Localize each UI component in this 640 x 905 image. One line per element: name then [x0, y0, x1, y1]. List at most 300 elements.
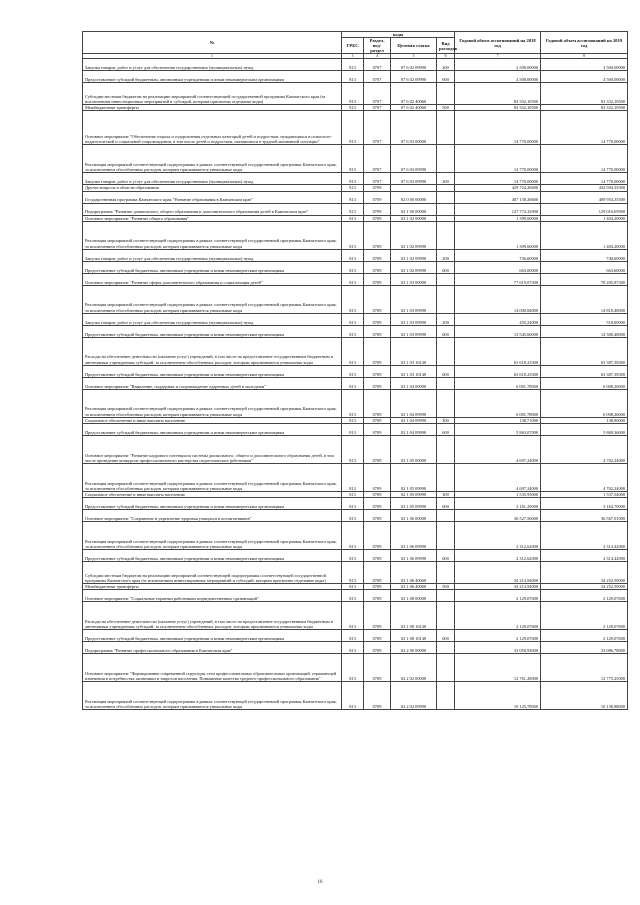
row-expense-type — [437, 191, 455, 203]
row-amount-2018: 10 125,78000 — [455, 681, 541, 709]
row-amount-2018: 77 619,07300 — [455, 273, 541, 285]
table-row — [83, 435, 628, 463]
row-razdel: 0709 — [364, 491, 391, 497]
row-razdel: 0709 — [364, 653, 391, 681]
row-grbs: 813 — [342, 561, 364, 583]
row-razdel: 0709 — [364, 641, 391, 653]
row-amount-2018: 2 129,07600 — [455, 601, 541, 629]
row-grbs: 813 — [342, 285, 364, 313]
row-amount-2018: 407 130,26600 — [455, 191, 541, 203]
row-expense-type — [437, 389, 455, 417]
row-name: Предоставление субсидий бюджетным, автономным учреждениям и иным некоммерческим организациям — [83, 325, 342, 337]
row-name: Подпрограмма "Развитие профессионального образования в Камчатском крае" — [83, 641, 342, 653]
row-grbs: 813 — [342, 83, 364, 105]
row-razdel: 0707 — [364, 83, 391, 105]
table-row — [83, 641, 628, 653]
table-row — [83, 337, 628, 365]
row-target-article: 02 1 05 09990 — [391, 497, 437, 509]
row-target-article: 02 1 04 09990 — [391, 423, 437, 435]
row-name: Основное мероприятие "Обеспечение отдыха и оздоровления отдельных категорий детей и подростков, нуждающихся в психолого-педагогической и социальной сопровождении, в том числе детей и подростков, оказавшихся в трудной жизненной ситуации" — [83, 111, 342, 145]
row-amount-2019: 2 500,00000 — [541, 59, 628, 71]
col-num-3: 3 — [342, 54, 364, 59]
row-amount-2019: 12 775,25000 — [541, 653, 628, 681]
row-grbs: 813 — [342, 261, 364, 273]
row-grbs: 813 — [342, 365, 364, 377]
row-target-article: 02 1 02 00000 — [391, 215, 437, 221]
row-target-article: 07 6 03 09990 — [391, 145, 437, 173]
row-amount-2018: 6 001,78000 — [455, 389, 541, 417]
row-grbs: 813 — [342, 583, 364, 589]
table-row — [83, 509, 628, 521]
table-row — [83, 83, 628, 105]
row-expense-type: 500 — [437, 105, 455, 111]
table-row — [83, 629, 628, 641]
row-amount-2018: 4 697,24000 — [455, 435, 541, 463]
row-expense-type — [437, 273, 455, 285]
row-grbs: 813 — [342, 435, 364, 463]
row-expense-type: 600 — [437, 423, 455, 435]
row-amount-2018: 13 545,60000 — [455, 325, 541, 337]
row-amount-2019: 518,00000 — [541, 313, 628, 325]
row-amount-2018: 33 050,93000 — [455, 641, 541, 653]
row-razdel: 0709 — [364, 521, 391, 549]
row-grbs: 813 — [342, 681, 364, 709]
row-name: Реализация мероприятий соответствующей подпрограммы в рамках соответствующей государственной программы Камчатского края, за исключением обособленных расходов, которым присваиваются уникальные коды — [83, 681, 342, 709]
row-name: Расходы на обеспечение деятельности (оказание услуг) учреждений, в том числе на предоставление государственным бюджетным и автономным учреждениям субсидий, за исключением обособленных расходов, которым присваиваются уникальные коды — [83, 601, 342, 629]
row-razdel: 0709 — [364, 215, 391, 221]
row-amount-2019: 4 500,00000 — [541, 71, 628, 83]
row-amount-2018: 138,71000 — [455, 417, 541, 423]
row-expense-type: 300 — [437, 417, 455, 423]
budget-table — [82, 31, 628, 710]
row-target-article: 02 1 05 09990 — [391, 463, 437, 491]
row-amount-2018: 736,60000 — [455, 249, 541, 261]
row-razdel: 0709 — [364, 337, 391, 365]
row-target-article: 02 1 00 00000 — [391, 203, 437, 215]
table-row — [83, 285, 628, 313]
row-target-article: 02 1 08 10140 — [391, 601, 437, 629]
row-amount-2018: 14 770,00000 — [455, 145, 541, 173]
table-row — [83, 389, 628, 417]
row-expense-type: 600 — [437, 325, 455, 337]
row-name: Подпрограмма "Развитие дошкольного, общего образования и дополнительного образования детей в Камчатском крае" — [83, 203, 342, 215]
row-amount-2018: 12 761,28000 — [455, 653, 541, 681]
table-row — [83, 423, 628, 435]
row-grbs: 813 — [342, 601, 364, 629]
table-row — [83, 261, 628, 273]
row-amount-2019: 409 954,35300 — [541, 191, 628, 203]
table-body — [83, 59, 628, 710]
row-amount-2019: 82 332,10500 — [541, 105, 628, 111]
row-amount-2019: 82 332,10500 — [541, 83, 628, 105]
row-amount-2018: 663,00000 — [455, 261, 541, 273]
row-amount-2019: 4 702,24000 — [541, 435, 628, 463]
col-num-7: 7 — [455, 54, 541, 59]
row-razdel: 0709 — [364, 423, 391, 435]
row-target-article: 07 6 02 40060 — [391, 105, 437, 111]
row-amount-2019: 1 404,20000 — [541, 215, 628, 221]
row-name: Реализация мероприятий соответствующей подпрограммы в рамках соответствующей государственной программы Камчатского края, за исключением обособленных расходов, которым присваиваются уникальные коды — [83, 221, 342, 249]
row-amount-2019: 14 770,00000 — [541, 173, 628, 185]
row-razdel: 0709 — [364, 601, 391, 629]
row-expense-type — [437, 463, 455, 491]
row-name: Закупка товаров, работ и услуг для обеспечения государственных (муниципальных) нужд — [83, 313, 342, 325]
row-expense-type — [437, 653, 455, 681]
row-amount-2018: 63 618,23300 — [455, 337, 541, 365]
row-razdel: 0709 — [364, 583, 391, 589]
row-amount-2018: 34 214,94000 — [455, 583, 541, 589]
row-name: Государственная программа Камчатского края "Развитие образования в Камчатском крае" — [83, 191, 342, 203]
row-amount-2018: 2 312,62000 — [455, 549, 541, 561]
row-target-article: 02 1 02 09990 — [391, 249, 437, 261]
row-name: Основное мероприятие "Выявление, поддержка и сопровождение одаренных детей и молодежи" — [83, 377, 342, 389]
row-expense-type: 600 — [437, 497, 455, 509]
row-name: Другие вопросы в области образования — [83, 185, 342, 191]
row-amount-2019: 14 770,00000 — [541, 111, 628, 145]
row-razdel: 0707 — [364, 59, 391, 71]
table-row — [83, 365, 628, 377]
row-name: Предоставление субсидий бюджетным, автономным учреждениям и иным некоммерческим организациям — [83, 423, 342, 435]
row-amount-2019: 1 404,20000 — [541, 221, 628, 249]
row-amount-2019: 14 300,48000 — [541, 325, 628, 337]
header-codes: коды — [342, 32, 455, 38]
row-name: Предоставление субсидий бюджетным, автономным учреждениям и иным некоммерческим организациям — [83, 497, 342, 509]
row-expense-type: 600 — [437, 365, 455, 377]
row-expense-type — [437, 521, 455, 549]
row-amount-2019: 6 008,26000 — [541, 377, 628, 389]
row-razdel: 0707 — [364, 111, 391, 145]
row-target-article: 02 1 05 00000 — [391, 435, 437, 463]
row-amount-2019: 2 129,07600 — [541, 589, 628, 601]
row-amount-2018: 127 774,32900 — [455, 203, 541, 215]
row-target-article: 02 1 06 40060 — [391, 583, 437, 589]
row-expense-type — [437, 145, 455, 173]
col-num-8: 8 — [541, 54, 628, 59]
row-name: Предоставление субсидий бюджетным, автономным учреждениям и иным некоммерческим организациям — [83, 549, 342, 561]
col-num-1: 1 — [83, 54, 342, 59]
table-row — [83, 561, 628, 583]
header-number: № — [83, 32, 342, 54]
row-grbs: 813 — [342, 325, 364, 337]
row-expense-type: 600 — [437, 549, 455, 561]
page-number: 16 — [317, 880, 323, 885]
table-row — [83, 145, 628, 173]
row-target-article: 02 2 02 09990 — [391, 681, 437, 709]
row-razdel: 0709 — [364, 561, 391, 583]
row-razdel: 0709 — [364, 435, 391, 463]
row-target-article: 02 0 00 00000 — [391, 191, 437, 203]
row-name: Субсидии местным бюджетам на реализацию мероприятий соответствующей подпрограммы соответствующей государственной программы Камчатского края (за исключением инвестиционных мероприятий и субсидий, которым присвоены отдельные коды) — [83, 561, 342, 583]
row-amount-2019: 129 016,65900 — [541, 203, 628, 215]
table-row — [83, 589, 628, 601]
row-target-article: 02 1 06 09990 — [391, 549, 437, 561]
row-grbs: 813 — [342, 423, 364, 435]
row-name: Основное мероприятие "Развитие общего образования" — [83, 215, 342, 221]
row-amount-2019: 6 008,26000 — [541, 389, 628, 417]
row-amount-2018: 1 535,95000 — [455, 491, 541, 497]
row-amount-2018: 6 001,78000 — [455, 377, 541, 389]
row-grbs: 813 — [342, 173, 364, 185]
row-grbs: 813 — [342, 215, 364, 221]
table-row — [83, 521, 628, 549]
row-grbs: 813 — [342, 521, 364, 549]
row-target-article: 02 1 05 09990 — [391, 491, 437, 497]
row-grbs: 813 — [342, 377, 364, 389]
row-amount-2019: 2 129,07600 — [541, 629, 628, 641]
row-grbs: 813 — [342, 221, 364, 249]
row-amount-2019: 14 818,48000 — [541, 285, 628, 313]
row-expense-type: 600 — [437, 261, 455, 273]
table-row — [83, 313, 628, 325]
row-grbs: 813 — [342, 653, 364, 681]
row-amount-2019: 14 770,00000 — [541, 145, 628, 173]
row-razdel: 0709 — [364, 285, 391, 313]
row-grbs: 813 — [342, 185, 364, 191]
row-amount-2019: 2 129,07600 — [541, 601, 628, 629]
row-expense-type — [437, 337, 455, 365]
table-row — [83, 325, 628, 337]
col-num-5: 5 — [391, 54, 437, 59]
row-target-article: 02 1 06 40060 — [391, 561, 437, 583]
row-expense-type — [437, 203, 455, 215]
row-name: Основное мероприятие "Развитие сферы дополнительного образования и социализация детей" — [83, 273, 342, 285]
row-razdel: 0707 — [364, 145, 391, 173]
row-target-article: 02 1 03 09990 — [391, 285, 437, 313]
row-amount-2019: 2 314,42000 — [541, 549, 628, 561]
header-2018: Годовой объем ассигнований на 2018 год — [455, 32, 541, 54]
row-amount-2019: 138,90000 — [541, 417, 628, 423]
row-amount-2018: 2 500,00000 — [455, 59, 541, 71]
row-target-article: 02 1 03 09990 — [391, 325, 437, 337]
row-name: Реализация мероприятий соответствующей подпрограммы в рамках соответствующей государственной программы Камчатского края, за исключением обособленных расходов, которым присваиваются уникальные коды — [83, 389, 342, 417]
row-razdel: 0709 — [364, 549, 391, 561]
row-amount-2019: 740,60000 — [541, 249, 628, 261]
row-razdel: 0709 — [364, 377, 391, 389]
row-razdel: 0709 — [364, 589, 391, 601]
row-expense-type — [437, 641, 455, 653]
row-grbs: 813 — [342, 105, 364, 111]
row-amount-2019: 63 387,39300 — [541, 365, 628, 377]
row-grbs: 813 — [342, 641, 364, 653]
row-grbs: 813 — [342, 629, 364, 641]
row-expense-type — [437, 83, 455, 105]
table-row — [83, 463, 628, 491]
row-razdel: 0709 — [364, 509, 391, 521]
table-row — [83, 377, 628, 389]
table-row — [83, 173, 628, 185]
row-target-article: 02 1 06 09990 — [391, 521, 437, 549]
row-amount-2018: 1 399,60000 — [455, 215, 541, 221]
row-name: Предоставление субсидий бюджетным, автономным учреждениям и иным некоммерческим организациям — [83, 261, 342, 273]
row-target-article: 02 1 03 09990 — [391, 313, 437, 325]
row-target-article: 02 2 02 00000 — [391, 653, 437, 681]
row-grbs: 813 — [342, 313, 364, 325]
row-amount-2018: 429 724,26600 — [455, 185, 541, 191]
row-amount-2018: 14 770,00000 — [455, 173, 541, 185]
row-name: Закупка товаров, работ и услуг для обеспечения государственных (муниципальных) нужд — [83, 249, 342, 261]
row-expense-type — [437, 561, 455, 583]
row-expense-type: 200 — [437, 59, 455, 71]
row-grbs: 813 — [342, 509, 364, 521]
row-amount-2018: 4 697,24000 — [455, 463, 541, 491]
table-row — [83, 681, 628, 709]
table-row — [83, 273, 628, 285]
table-row — [83, 59, 628, 71]
row-target-article: 02 1 06 00000 — [391, 509, 437, 521]
row-target-article: 07 6 03 00000 — [391, 111, 437, 145]
row-name: Предоставление субсидий бюджетным, автономным учреждениям и иным некоммерческим организациям — [83, 365, 342, 377]
row-name: Основное мероприятие "Развитие кадрового потенциала системы дошкольного, общего и дополнительного образования детей, в том числе проведение конкурсов профессионального мастерства педагогических работников" — [83, 435, 342, 463]
row-name: Реализация мероприятий соответствующей подпрограммы в рамках соответствующей государственной программы Камчатского края, за исключением обособленных расходов, которым присваиваются уникальные коды — [83, 285, 342, 313]
row-name: Основное мероприятие "Формирование современной структуры сети профессиональных образовательных организаций, отражающей изменения в потребностях экономики и запросов населения. Повышение качества среднего профессионального образования" — [83, 653, 342, 681]
row-grbs: 813 — [342, 491, 364, 497]
row-razdel: 0707 — [364, 71, 391, 83]
row-grbs: 813 — [342, 203, 364, 215]
row-amount-2019: 34 252,59000 — [541, 583, 628, 589]
row-grbs: 813 — [342, 463, 364, 491]
row-expense-type — [437, 377, 455, 389]
row-amount-2019: 36 567,01000 — [541, 509, 628, 521]
table-row — [83, 191, 628, 203]
row-amount-2018: 63 618,23300 — [455, 365, 541, 377]
row-grbs: 813 — [342, 549, 364, 561]
header-2019: Годовой объем ассигнований на 2019 год — [541, 32, 628, 54]
row-grbs: 813 — [342, 273, 364, 285]
row-expense-type: 200 — [437, 313, 455, 325]
row-expense-type — [437, 681, 455, 709]
row-amount-2018: 3 161,29000 — [455, 497, 541, 509]
row-target-article: 02 1 02 09990 — [391, 261, 437, 273]
row-expense-type — [437, 221, 455, 249]
row-expense-type: 600 — [437, 629, 455, 641]
table-row — [83, 221, 628, 249]
row-name: Расходы на обеспечение деятельности (оказание услуг) учреждений, в том числе на предоставление государственным бюджетным и автономным учреждениям субсидий, за исключением обособленных расходов, которым присваиваются уникальные коды — [83, 337, 342, 365]
row-name: Социальное обеспечение и иные выплаты населению — [83, 491, 342, 497]
row-expense-type — [437, 601, 455, 629]
row-amount-2019: 10 136,88000 — [541, 681, 628, 709]
row-expense-type — [437, 111, 455, 145]
row-amount-2019: 5 869,36000 — [541, 423, 628, 435]
row-amount-2018: 14 770,00000 — [455, 111, 541, 145]
row-expense-type: 200 — [437, 249, 455, 261]
row-amount-2019: 663,60000 — [541, 261, 628, 273]
col-num-4: 4 — [364, 54, 391, 59]
row-razdel: 0709 — [364, 417, 391, 423]
table-row — [83, 111, 628, 145]
row-name: Социальное обеспечение и иные выплаты населению — [83, 417, 342, 423]
row-grbs: 813 — [342, 145, 364, 173]
row-target-article: 02 1 04 09990 — [391, 389, 437, 417]
row-razdel: 0709 — [364, 249, 391, 261]
row-amount-2019: 63 387,39300 — [541, 337, 628, 365]
row-razdel: 0709 — [364, 681, 391, 709]
table-row — [83, 249, 628, 261]
row-target-article: 02 1 08 10140 — [391, 629, 437, 641]
row-amount-2019: 1 537,54000 — [541, 491, 628, 497]
row-amount-2018: 34 214,94000 — [455, 561, 541, 583]
row-amount-2018: 2 129,07600 — [455, 589, 541, 601]
row-target-article: 02 1 03 10140 — [391, 365, 437, 377]
row-target-article: 02 1 03 10140 — [391, 337, 437, 365]
table-row — [83, 497, 628, 509]
row-amount-2018: 14 000,84000 — [455, 285, 541, 313]
col-num-6: 6 — [437, 54, 455, 59]
row-razdel: 0709 — [364, 365, 391, 377]
row-grbs: 813 — [342, 59, 364, 71]
row-name: Субсидии местным бюджетам на реализацию мероприятий соответствующей государственной программы Камчатского края (за исключением инвестиционных мероприятий и субсидий, которым присвоены отдельные коды) — [83, 83, 342, 105]
row-grbs: 813 — [342, 389, 364, 417]
row-amount-2019: 78 205,87300 — [541, 273, 628, 285]
header-vr: Вид расходов — [437, 38, 455, 54]
row-grbs: 813 — [342, 191, 364, 203]
row-name: Основное мероприятие "Социальные гарантии работникам подведомственных организаций" — [83, 589, 342, 601]
row-target-article: 02 1 08 00000 — [391, 589, 437, 601]
row-name: Реализация мероприятий соответствующей подпрограммы в рамках соответствующей государственной программы Камчатского края, за исключением обособленных расходов, которым присваиваются уникальные коды — [83, 521, 342, 549]
row-name: Межбюджетные трансферты — [83, 583, 342, 589]
row-target-article: 02 2 00 00000 — [391, 641, 437, 653]
row-name: Реализация мероприятий соответствующей подпрограммы в рамках соответствующей государственной программы Камчатского края, за исключением обособленных расходов, которым присваиваются уникальные коды — [83, 145, 342, 173]
row-expense-type: 500 — [437, 583, 455, 589]
row-amount-2018: 455,24000 — [455, 313, 541, 325]
row-grbs: 813 — [342, 71, 364, 83]
row-amount-2019: 34 252,59000 — [541, 561, 628, 583]
row-amount-2018: 2 129,07600 — [455, 629, 541, 641]
row-target-article: 07 6 02 09990 — [391, 71, 437, 83]
row-name: Межбюджетные трансферты — [83, 105, 342, 111]
header-razdel: Раздел, под-раздел — [364, 38, 391, 54]
row-amount-2019: 432 594,35300 — [541, 185, 628, 191]
row-expense-type — [437, 509, 455, 521]
row-razdel: 0709 — [364, 389, 391, 417]
row-grbs: 813 — [342, 497, 364, 509]
row-name: Закупка товаров, работ и услуг для обеспечения государственных (муниципальных) нужд — [83, 173, 342, 185]
row-name: Основное мероприятие "Сохранение и укрепление здоровья учащихся и воспитанников" — [83, 509, 342, 521]
row-target-article: 02 1 02 09990 — [391, 221, 437, 249]
row-expense-type — [437, 589, 455, 601]
row-razdel: 0709 — [364, 629, 391, 641]
row-razdel: 0707 — [364, 105, 391, 111]
row-amount-2018: 82 332,10500 — [455, 83, 541, 105]
row-amount-2018: 36 527,56000 — [455, 509, 541, 521]
row-grbs: 813 — [342, 337, 364, 365]
row-razdel: 0709 — [364, 261, 391, 273]
row-amount-2018: 82 332,10500 — [455, 105, 541, 111]
table-row — [83, 601, 628, 629]
row-amount-2018: 4 500,00000 — [455, 71, 541, 83]
row-razdel: 0709 — [364, 325, 391, 337]
row-razdel: 0709 — [364, 273, 391, 285]
row-razdel: 0707 — [364, 173, 391, 185]
row-target-article: 07 6 02 40060 — [391, 83, 437, 105]
row-target-article: 02 1 04 09990 — [391, 417, 437, 423]
row-target-article: 07 6 03 09990 — [391, 173, 437, 185]
row-razdel: 0709 — [364, 203, 391, 215]
table-header — [83, 32, 628, 59]
header-grbs: ГРБС — [342, 38, 364, 54]
row-grbs: 813 — [342, 417, 364, 423]
table-row — [83, 203, 628, 215]
row-amount-2018: 5 863,07000 — [455, 423, 541, 435]
row-target-article: 02 1 04 00000 — [391, 377, 437, 389]
row-expense-type: 200 — [437, 173, 455, 185]
row-grbs: 813 — [342, 249, 364, 261]
row-amount-2019: 4 702,24000 — [541, 463, 628, 491]
row-razdel: 0709 — [364, 463, 391, 491]
row-target-article: 07 6 02 09990 — [391, 59, 437, 71]
row-razdel: 0709 — [364, 221, 391, 249]
row-amount-2019: 2 314,42000 — [541, 521, 628, 549]
row-name: Предоставление субсидий бюджетным, автономным учреждениям и иным некоммерческим организациям — [83, 629, 342, 641]
